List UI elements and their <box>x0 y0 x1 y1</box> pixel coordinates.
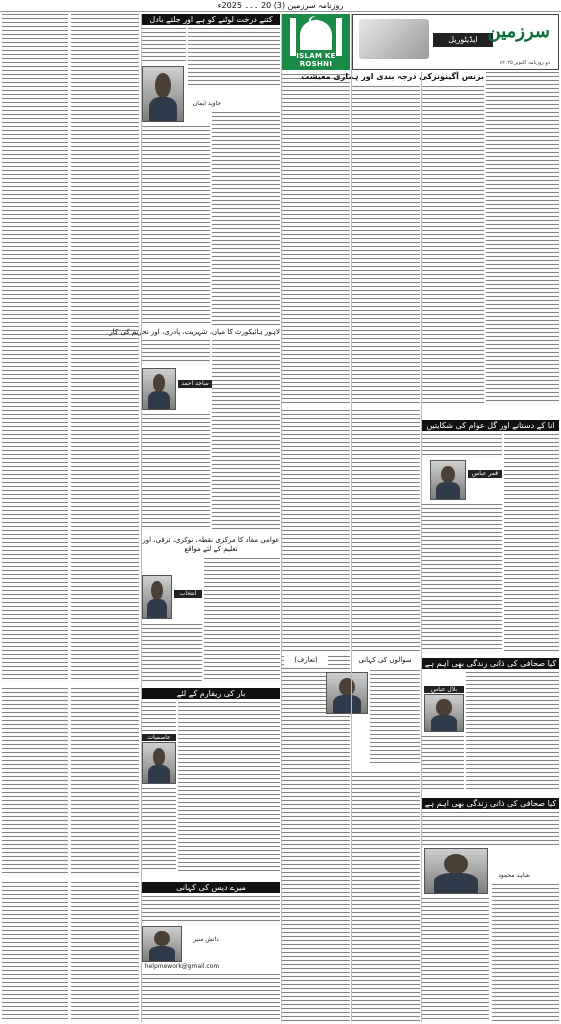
text-column <box>142 974 280 1022</box>
text-column <box>142 788 176 872</box>
column-divider <box>141 14 142 1022</box>
newspaper-logo: سرزمین <box>487 21 550 42</box>
headline-band: میرے دیس کی کہانی <box>142 882 280 893</box>
text-column <box>486 72 559 404</box>
text-column <box>422 504 502 652</box>
text-column <box>71 322 139 682</box>
text-column <box>142 624 202 682</box>
text-column <box>2 688 68 876</box>
author-caption: جاوید ایمان <box>192 100 222 107</box>
author-photo <box>424 694 464 732</box>
author-caption: شاہد محمود <box>498 872 530 879</box>
text-column <box>142 702 176 732</box>
author-photo <box>142 368 176 410</box>
author-caption: دانش منیر <box>193 936 219 943</box>
text-column <box>352 772 420 1022</box>
text-column <box>204 558 280 682</box>
headline: لاہور ہائیکورٹ کا میاں، شہریت، پادری، اور تحریم کی کار <box>109 328 280 336</box>
text-column <box>370 670 420 766</box>
headline-band: انا کے دستانے اور گل عوام کی شکایتیں <box>422 420 559 431</box>
text-column <box>504 434 559 652</box>
text-column <box>2 14 68 319</box>
text-column <box>71 688 139 876</box>
text-column <box>422 898 489 1022</box>
date-line: روزنامہ سرزمین (3) 20 ۔۔۔ 2025ء <box>0 0 561 12</box>
editorial-headline: بزنس آگینونزکی درجہ بندی اور ہماری معیشت <box>352 72 484 84</box>
author-photo <box>142 575 172 619</box>
headline: سوالوں کی کہانی <box>352 656 418 665</box>
headline-band: کتنے درخت لوٹنے کو ہے اور جلتے بادل <box>142 14 280 25</box>
text-column <box>422 86 484 404</box>
author-photo <box>142 742 176 784</box>
headline: (تعارف) <box>284 656 328 665</box>
banner-label: ISLAM KE ROSHNI <box>296 52 336 68</box>
text-column <box>282 410 350 652</box>
text-column <box>422 434 502 458</box>
text-column <box>142 340 210 364</box>
author-photo <box>142 926 182 962</box>
text-column <box>212 112 280 326</box>
text-column <box>71 14 139 319</box>
masthead <box>352 14 559 70</box>
text-column <box>2 322 68 682</box>
text-column <box>282 74 350 404</box>
author-tag: قمر عباس <box>468 470 502 478</box>
headline-band: بار کی ریفارم کے لئے <box>142 688 280 699</box>
author-photo <box>424 848 488 894</box>
column-divider <box>351 14 352 1022</box>
column-divider <box>281 14 282 1022</box>
text-column <box>71 882 139 1022</box>
headline-band: کیا صحافی کی ذاتی زندگی بھی اہم ہے <box>422 658 559 669</box>
text-column <box>142 414 210 530</box>
author-tag: عاصمیات <box>142 734 176 741</box>
author-tag: بلال عباس <box>424 686 464 693</box>
text-column <box>142 126 210 326</box>
text-column <box>352 74 420 404</box>
text-column <box>178 702 280 872</box>
text-column <box>142 28 186 64</box>
text-column <box>188 28 280 88</box>
text-column <box>2 882 68 1022</box>
column-divider <box>421 72 422 1022</box>
author-photo <box>142 66 184 122</box>
text-column <box>212 340 280 530</box>
headline: عوامی مفاد کا مرکزی نقطہ، نوکری، ترقی، اور تعلیم کے لئے مواقع <box>142 536 280 553</box>
text-column <box>466 672 559 792</box>
text-column <box>422 736 464 792</box>
author-tag: ساجد احمد <box>178 380 212 388</box>
masthead-subtitle: دو روزنامہ اکتوبر ۲۰۲۵ء <box>499 60 550 66</box>
author-photo <box>430 460 466 500</box>
text-column <box>492 884 559 1022</box>
pen-illustration-icon <box>359 19 429 59</box>
islam-ke-roshni-banner: ☪ ISLAM KE ROSHNI <box>282 14 350 70</box>
author-tag: انتخاب <box>174 590 202 598</box>
text-column <box>422 812 559 846</box>
headline-band: کیا صحافی کی ذاتی زندگی بھی اہم ہے <box>422 798 559 809</box>
author-photo <box>326 672 368 714</box>
editorial-tag: ایڈیٹوریل <box>433 33 493 47</box>
text-column <box>142 896 280 924</box>
email-caption: helpmework@gmail.com <box>144 963 220 970</box>
text-column <box>352 410 420 652</box>
